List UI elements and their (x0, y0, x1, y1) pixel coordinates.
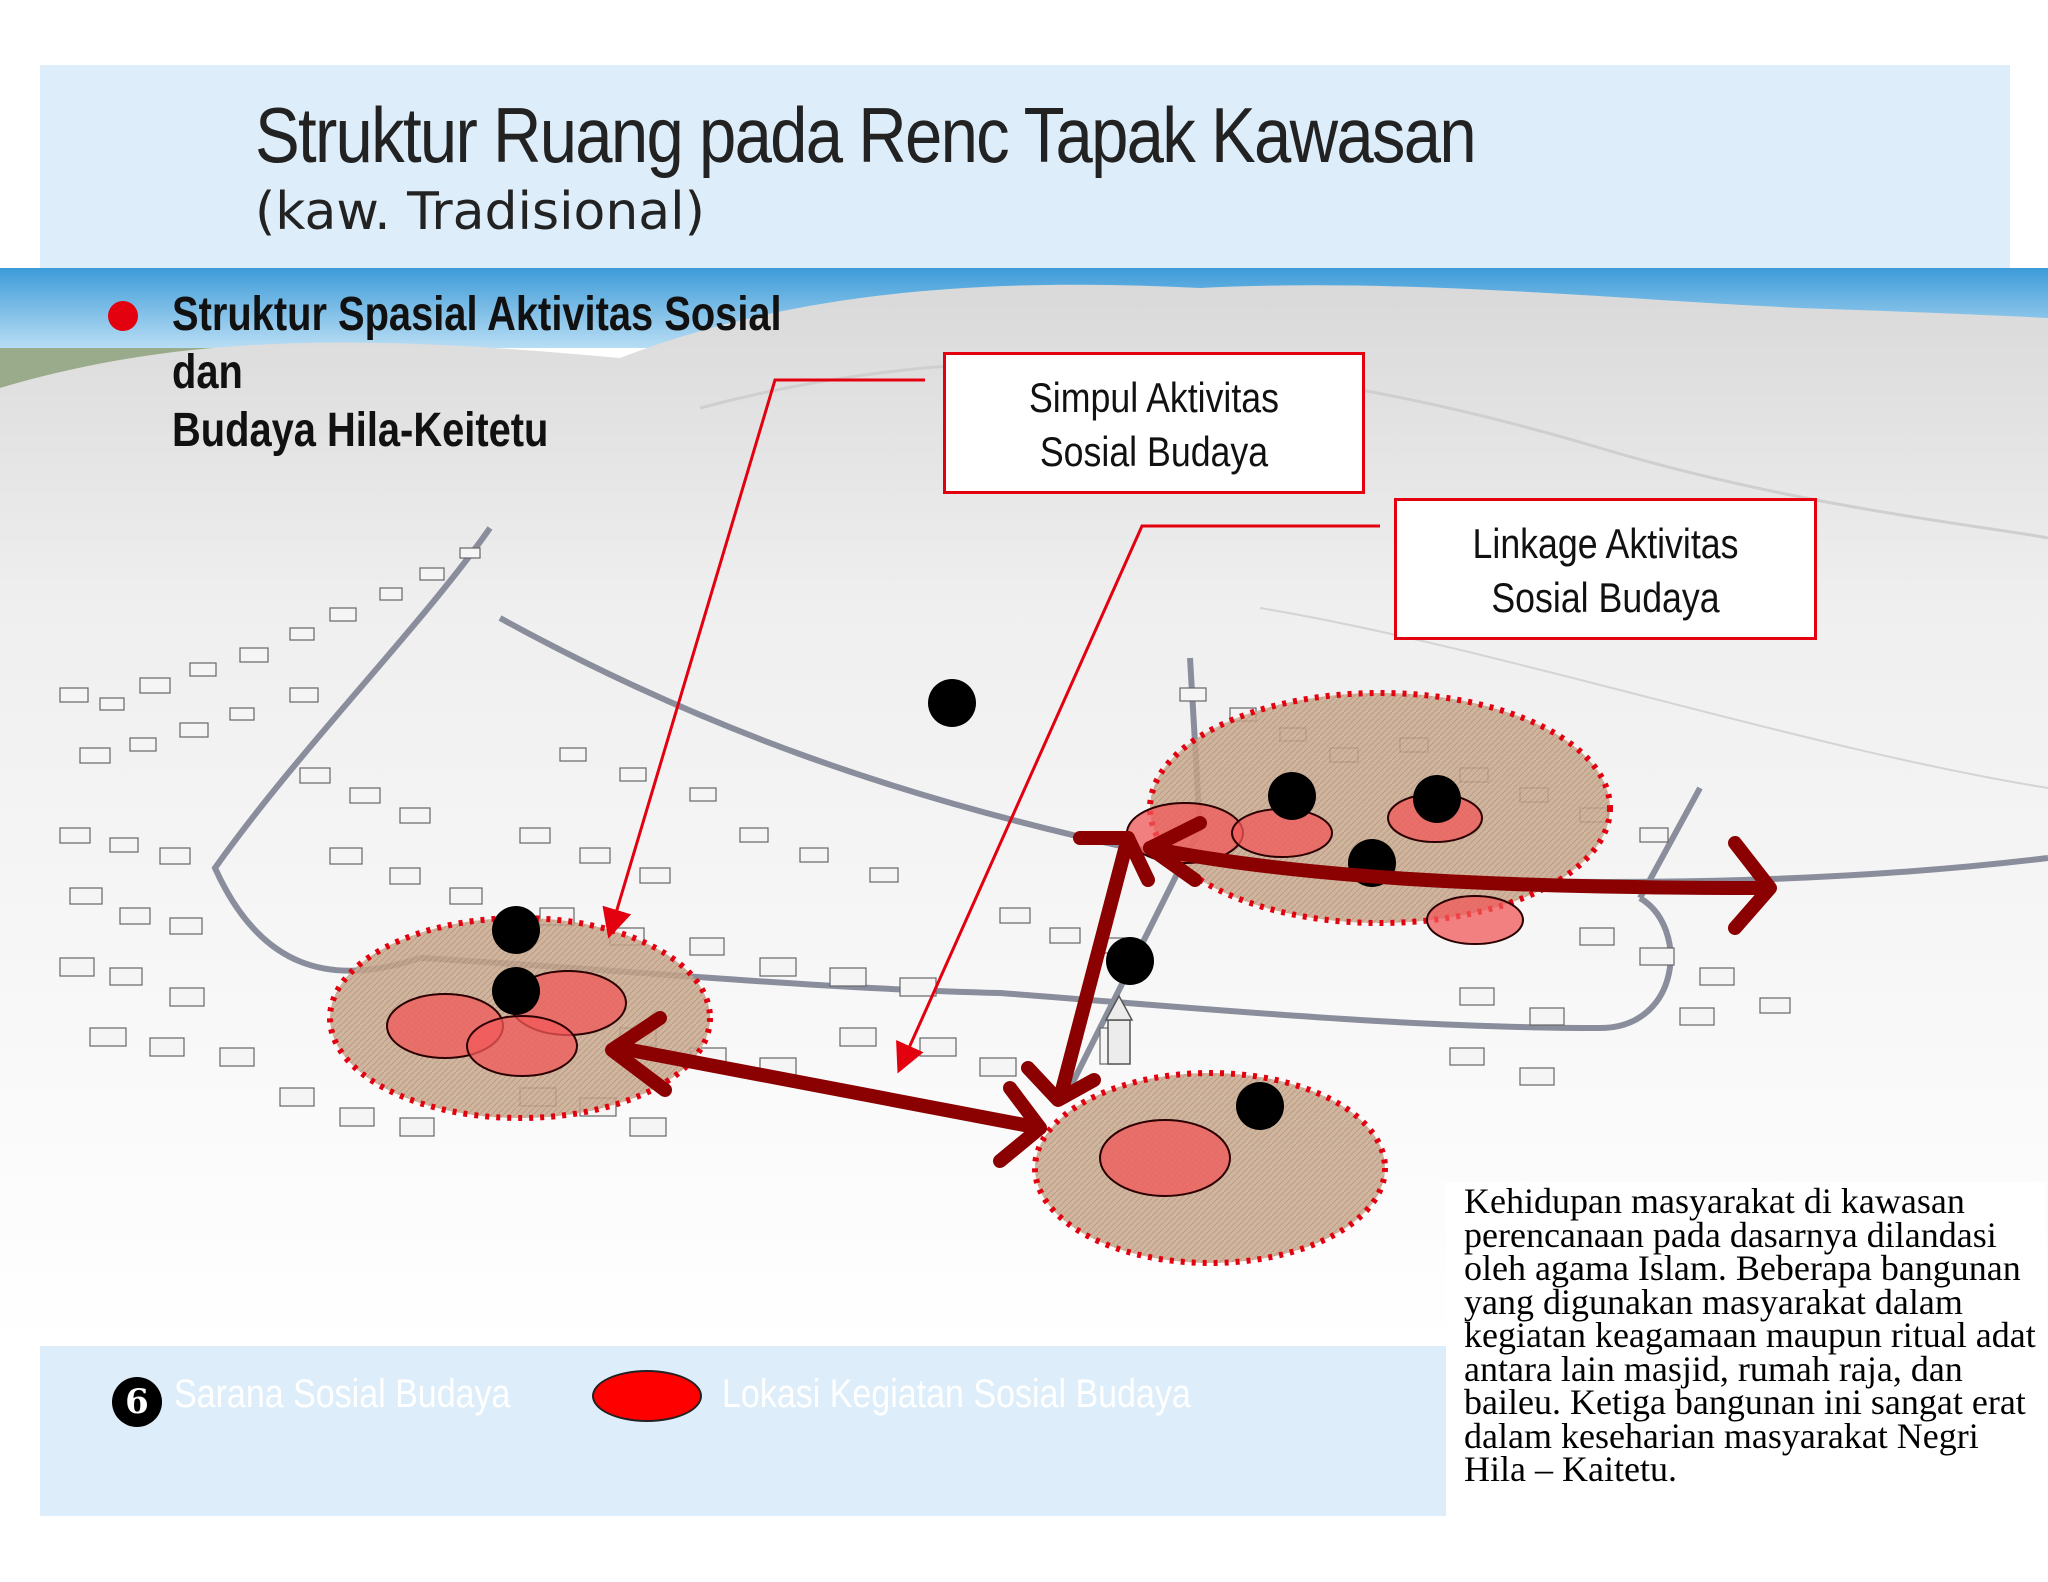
page-title: Struktur Ruang pada Renc Tapak Kawasan (255, 91, 1475, 179)
legend-location-icon (592, 1370, 702, 1422)
section-heading (172, 286, 803, 460)
callout-linkage-line1: Linkage Aktivitas (1472, 520, 1739, 567)
callout-linkage (1394, 498, 1817, 640)
description-panel (1446, 1182, 2046, 1582)
callout-node-line1: Simpul Aktivitas (1028, 374, 1279, 421)
legend-facility-icon: 6 (112, 1377, 162, 1427)
legend-location-label: Lokasi Kegiatan Sosial Budaya (722, 1372, 1191, 1416)
callout-linkage-line2: Sosial Budaya (1491, 574, 1720, 621)
section-heading-line1: Struktur Spasial Aktivitas Sosial dan (172, 288, 782, 399)
section-heading-line2: Budaya Hila-Keitetu (172, 404, 549, 457)
description-text: Kehidupan masyarakat di kawasan perencanaan pada dasarnya dilandasi oleh agama Islam. Beberapa bangunan yang digunakan masyarakat dalam kegiatan keagamaan maupun ritual adat antara lain masjid, rumah raja, dan baileu. Ketiga bangunan ini sangat erat dalam keseharian masyarakat Negri Hila – Kaitetu. (1464, 1181, 2036, 1489)
callout-node-line2: Sosial Budaya (1039, 428, 1269, 475)
heading-bullet (108, 301, 138, 331)
legend-facility-label: Sarana Sosial Budaya (174, 1372, 511, 1416)
page-subtitle: (kaw. Tradisional) (255, 182, 705, 242)
callout-node (943, 352, 1365, 494)
